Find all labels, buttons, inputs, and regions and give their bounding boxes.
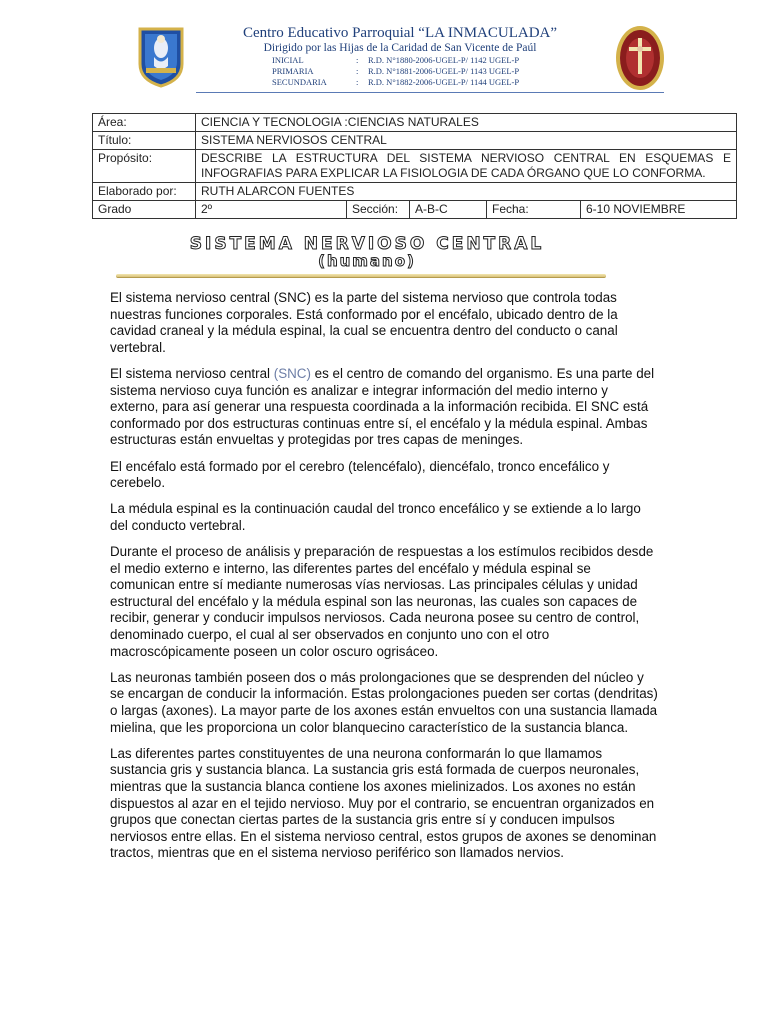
proposito-value: DESCRIBE LA ESTRUCTURA DEL SISTEMA NERVIOSO CENTRAL EN ESQUEMAS E INFOGRAFIAS PARA EXPLICAR LA FISIOLOGIA DE CADA ÓRGANO QUE LO CONFORMA. bbox=[196, 150, 737, 183]
area-value: CIENCIA Y TECNOLOGIA :CIENCIAS NATURALES bbox=[196, 114, 737, 132]
table-row bbox=[93, 183, 737, 201]
seccion-value: A-B-C bbox=[410, 201, 487, 219]
area-label: Área: bbox=[93, 114, 196, 132]
level-row bbox=[272, 77, 519, 88]
school-name: Centro Educativo Parroquial “LA INMACULADA” bbox=[242, 25, 558, 41]
banner-title: SISTEMA NERVIOSO CENTRAL bbox=[189, 234, 545, 254]
table-row bbox=[93, 132, 737, 150]
level-separator: : bbox=[356, 66, 359, 76]
grado-label: Grado bbox=[93, 201, 196, 219]
level-resolution: R.D. N°1881-2006-UGEL-P/ 1143 UGEL-P bbox=[368, 66, 520, 76]
banner-subtitle: (humano) bbox=[318, 252, 416, 270]
level-row bbox=[272, 66, 519, 77]
table-row bbox=[93, 150, 737, 183]
title-banner bbox=[112, 230, 608, 280]
paragraph bbox=[110, 366, 658, 449]
fecha-value: 6-10 NOVIEMBRE bbox=[581, 201, 737, 219]
level-resolution: R.D. N°1882-2006-UGEL-P/ 1144 UGEL-P bbox=[368, 77, 520, 87]
grado-value: 2º bbox=[196, 201, 347, 219]
congregation-emblem-logo bbox=[614, 24, 666, 92]
level-separator: : bbox=[356, 77, 359, 87]
titulo-value: SISTEMA NERVIOSOS CENTRAL bbox=[196, 132, 737, 150]
table-row bbox=[93, 114, 737, 132]
snc-highlight: (SNC) bbox=[273, 365, 311, 381]
seccion-label: Sección: bbox=[347, 201, 410, 219]
proposito-label: Propósito: bbox=[93, 150, 196, 183]
level-resolution: R.D. N°1880-2006-UGEL-P/ 1142 UGEL-P bbox=[368, 55, 520, 65]
elaborado-label: Elaborado por: bbox=[93, 183, 196, 201]
paragraph: El encéfalo está formado por el cerebro (telencéfalo), diencéfalo, tronco encefálico y cerebelo. bbox=[110, 458, 610, 491]
banner-underline bbox=[116, 274, 606, 278]
paragraph-text: es el centro de comando del organismo. Es una parte del sistema nervioso cuya función es analizar e integrar información del medio interno y externo, para así generar una respuesta coordinada a la información recibida. El SNC está conformado por dos estructuras continuas entre sí, el encéfalo y la médula espinal. Ambas estructuras están envueltas y protegidas por tres capas de meninges. bbox=[110, 365, 655, 448]
level-name: INICIAL bbox=[272, 55, 304, 65]
level-separator: : bbox=[356, 55, 359, 65]
paragraph: El sistema nervioso central (SNC) es la parte del sistema nervioso que controla todas nuestras funciones corporales. Está conformado por el encéfalo, ubicado dentro de la cavidad craneal y la médula espinal, la cual se encuentra dentro del conducto o canal vertebral. bbox=[110, 290, 618, 355]
school-shield-logo bbox=[137, 26, 185, 88]
level-name: PRIMARIA bbox=[272, 66, 314, 76]
paragraph: Las diferentes partes constituyentes de una neurona conformarán lo que llamamos sustancia gris y sustancia blanca. La sustancia gris está formada de cuerpos neuronales, mientras que la sustancia blanca contiene los axones mielinizados. Los axones no están dispuestos al azar en el tejido nervioso. Muy por el contrario, se encuentran organizados en grupos que conectan ciertas partes de la sustancia gris entre sí y conducen impulsos nerviosos entre ellas. En el sistema nervioso central, estos grupos de axones se denominan tractos, mientras que en el sistema nervioso periférico son llamados nervios. bbox=[110, 745, 657, 861]
paragraph: La médula espinal es la continuación caudal del tronco encefálico y se extiende a lo largo del conducto vertebral. bbox=[110, 501, 641, 533]
header-divider bbox=[196, 92, 664, 93]
school-subtitle: Dirigido por las Hijas de la Caridad de San Vicente de Paúl bbox=[263, 42, 537, 54]
table-row bbox=[93, 201, 737, 219]
level-row bbox=[272, 55, 519, 66]
elaborado-value: RUTH ALARCON FUENTES bbox=[196, 183, 737, 201]
level-name: SECUNDARIA bbox=[272, 77, 327, 87]
document-header bbox=[0, 0, 768, 100]
paragraph: Durante el proceso de análisis y preparación de respuestas a los estímulos recibidos desde el medio externo e interno, las diferentes partes del encéfalo y médula espinal se comunican entre sí mediante numerosas vías nerviosas. Las principales células y unidad estructural del encéfalo y la médula espinal son las neuronas, las cuales son capaces de recibir, generar y conducir impulsos nerviosos. Cada neurona posee su centro de control, denominado cuerpo, el cual al ser observados en conjunto uno con el otro macroscópicamente poseen un color oscuro ogrisáceo. bbox=[110, 544, 654, 659]
titulo-label: Título: bbox=[93, 132, 196, 150]
body-text bbox=[110, 290, 658, 872]
fecha-label: Fecha: bbox=[487, 201, 581, 219]
levels-list bbox=[272, 55, 519, 88]
info-table bbox=[92, 113, 737, 219]
paragraph: Las neuronas también poseen dos o más prolongaciones que se desprenden del núcleo y se encargan de conducir la información. Estas prolongaciones pueden ser cortas (dendritas) o largas (axones). La mayor parte de los axones están envueltos con una sustancia llamada mielina, que les proporciona un color blanquecino característico de la sustancia blanca. bbox=[110, 669, 658, 735]
paragraph-text: El sistema nervioso central bbox=[110, 365, 274, 381]
